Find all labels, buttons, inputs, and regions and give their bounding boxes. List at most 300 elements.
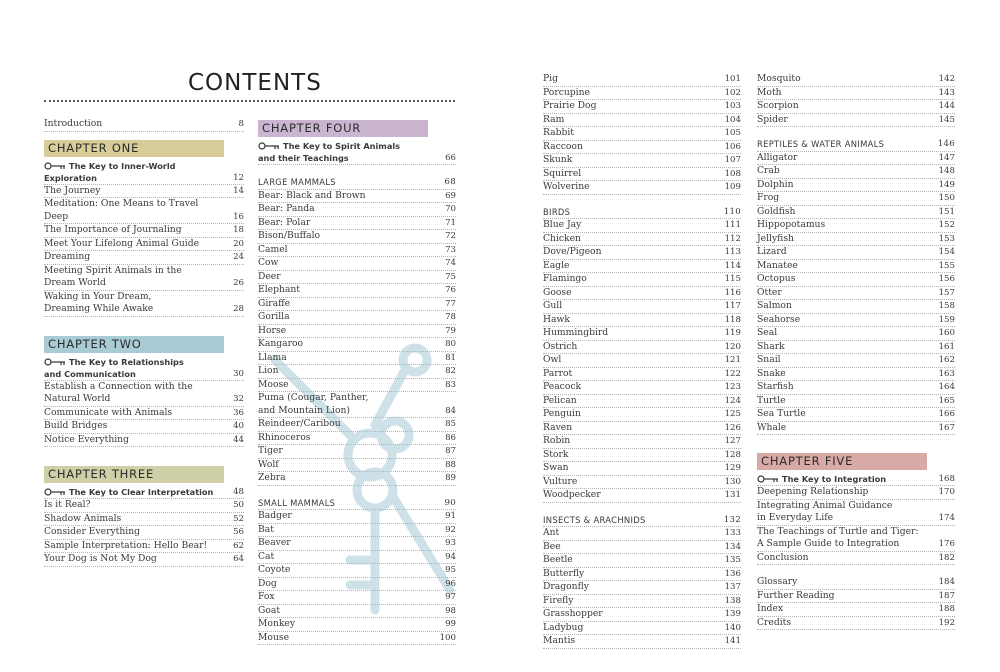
toc-entry-page: 133 (724, 528, 741, 538)
toc-entry[interactable] (543, 327, 741, 341)
toc-entry-label: Camel (258, 243, 288, 255)
toc-entry[interactable] (757, 73, 955, 87)
key-icon (258, 141, 280, 149)
toc-entry[interactable] (543, 581, 741, 595)
toc-entry[interactable] (543, 300, 741, 314)
large-mammals-list (258, 190, 456, 486)
toc-entry-label: Gull (543, 300, 563, 311)
toc-entry-page: 123 (724, 382, 741, 392)
toc-entry[interactable] (543, 246, 741, 260)
toc-entry-label: Mouse (258, 631, 290, 643)
toc-entry[interactable] (543, 260, 741, 274)
toc-entry-page: 149 (938, 179, 955, 190)
toc-entry-label: Grasshopper (543, 608, 603, 619)
toc-entry-page: 74 (445, 258, 456, 268)
toc-entry-label: Meeting Spirit Animals in the Dream World (44, 264, 182, 288)
toc-entry-label: Meet Your Lifelong Animal Guide (44, 237, 200, 249)
toc-entry-label: Notice Everything (44, 433, 129, 445)
chapter-one-list (44, 185, 244, 317)
toc-entry-page: 44 (233, 434, 244, 445)
toc-entry-page: 99 (445, 619, 456, 629)
toc-entry[interactable] (44, 381, 244, 407)
toc-entry-page: 122 (724, 368, 741, 379)
toc-entry-page: 76 (445, 285, 456, 295)
toc-entry[interactable] (543, 100, 741, 114)
toc-entry[interactable] (757, 260, 955, 274)
toc-entry[interactable] (757, 300, 955, 314)
toc-entry[interactable] (757, 87, 955, 101)
toc-entry[interactable] (258, 271, 456, 285)
chapter-four-key-title[interactable]: The Key to Spirit Animals and their Teachings 66 (258, 141, 456, 163)
toc-entry[interactable] (44, 407, 244, 421)
toc-entry-page: 134 (724, 541, 741, 552)
toc-entry[interactable] (543, 233, 741, 247)
toc-entry[interactable] (258, 537, 456, 551)
toc-entry[interactable] (543, 449, 741, 463)
toc-entry[interactable] (258, 445, 456, 459)
toc-entry-label: Owl (543, 354, 562, 365)
toc-entry-page: 118 (724, 314, 741, 325)
toc-entry-label: Goat (258, 604, 281, 616)
toc-entry-page: 108 (724, 168, 741, 179)
toc-entry-introduction[interactable]: Introduction 8 (44, 118, 244, 132)
key-icon (44, 161, 66, 169)
toc-entry[interactable] (543, 368, 741, 382)
toc-entry-label: Alligator (757, 151, 798, 163)
toc-entry-page: 164 (938, 382, 955, 392)
toc-entry-page: 161 (938, 341, 955, 352)
toc-entry[interactable] (258, 524, 456, 538)
toc-entry-page: 88 (445, 459, 456, 470)
toc-entry-label: Hawk (543, 313, 570, 325)
toc-entry[interactable] (44, 291, 244, 317)
toc-entry[interactable] (258, 564, 456, 578)
toc-entry-label: Credits (757, 616, 792, 628)
toc-entry[interactable] (543, 435, 741, 449)
toc-entry-page: 24 (233, 252, 244, 262)
insects-continued-list (757, 73, 955, 127)
toc-entry[interactable] (258, 510, 456, 524)
chapter-five-list (757, 486, 955, 565)
toc-entry[interactable] (44, 224, 244, 238)
toc-entry[interactable] (44, 251, 244, 265)
toc-entry-page: 26 (233, 278, 244, 288)
toc-entry[interactable] (757, 354, 955, 368)
toc-entry-label: Rhinoceros (258, 431, 311, 443)
toc-entry[interactable] (757, 395, 955, 409)
toc-entry[interactable] (258, 257, 456, 271)
toc-entry-label: Dragonfly (543, 581, 589, 592)
toc-entry-page: 126 (724, 422, 741, 433)
toc-entry[interactable] (757, 206, 955, 220)
toc-entry[interactable] (757, 165, 955, 179)
toc-entry-page: 40 (233, 421, 244, 431)
toc-entry[interactable] (258, 365, 456, 379)
toc-entry-page: 28 (233, 304, 244, 314)
toc-entry-label: Firefly (543, 594, 574, 606)
toc-entry-page: 150 (938, 193, 955, 203)
toc-entry[interactable] (757, 246, 955, 260)
toc-entry-page: 112 (724, 233, 741, 244)
toc-entry-label: Seahorse (757, 313, 801, 325)
toc-entry[interactable] (543, 341, 741, 355)
toc-entry-page: 148 (938, 166, 955, 176)
toc-entry[interactable] (543, 114, 741, 128)
toc-entry[interactable] (258, 379, 456, 393)
toc-entry-page: 131 (724, 490, 741, 500)
toc-entry[interactable] (757, 617, 955, 631)
toc-entry[interactable] (258, 325, 456, 339)
toc-entry[interactable] (757, 192, 955, 206)
toc-entry[interactable] (757, 368, 955, 382)
toc-entry[interactable] (258, 392, 456, 418)
chapter-five-key-title[interactable]: The Key to Integration 168 (757, 473, 955, 486)
toc-entry-label: Wolverine (543, 181, 590, 192)
toc-entry-label: Bee (543, 540, 561, 552)
insects-list (543, 527, 741, 649)
toc-entry[interactable] (543, 181, 741, 195)
chapter-three-banner[interactable]: CHAPTER THREE (44, 466, 224, 483)
toc-entry-label: Sea Turtle (757, 408, 806, 419)
toc-entry-label: Swan (543, 462, 569, 473)
toc-entry[interactable] (757, 381, 955, 395)
toc-entry[interactable] (543, 87, 741, 101)
toc-entry-page: 157 (938, 287, 955, 298)
toc-entry-page: 117 (724, 301, 741, 311)
toc-entry-page: 125 (724, 409, 741, 419)
toc-entry-page: 114 (724, 260, 741, 271)
toc-entry-page: 120 (724, 341, 741, 352)
toc-entry-page: 153 (938, 233, 955, 244)
toc-entry-page: 89 (445, 473, 456, 483)
toc-entry-page: 103 (724, 101, 741, 111)
toc-entry[interactable] (757, 179, 955, 193)
chapter-five-banner[interactable]: CHAPTER FIVE (757, 453, 927, 470)
chapter-two-banner[interactable]: CHAPTER TWO (44, 336, 224, 353)
toc-entry-page: 160 (938, 328, 955, 338)
toc-entry-label: Goldfish (757, 205, 796, 217)
toc-entry-label: Whale (757, 421, 787, 433)
toc-entry-page: 163 (938, 368, 955, 379)
toc-entry[interactable] (258, 618, 456, 632)
toc-entry-page: 156 (938, 274, 955, 284)
toc-entry[interactable] (543, 462, 741, 476)
toc-entry-label: Deepening Relationship (757, 486, 869, 497)
toc-entry[interactable] (543, 287, 741, 301)
toc-entry[interactable] (543, 273, 741, 287)
toc-entry-label: Build Bridges (44, 420, 108, 431)
toc-entry-page: 100 (439, 632, 456, 643)
toc-entry[interactable] (543, 422, 741, 436)
toc-entry-label: Dreaming (44, 251, 91, 262)
toc-entry-page: 72 (445, 231, 456, 241)
chapter-three-list (44, 499, 244, 567)
toc-entry[interactable] (258, 418, 456, 432)
toc-entry-page: 95 (445, 565, 456, 575)
toc-entry-label: Fox (258, 591, 275, 602)
toc-entry-label: Snake (757, 367, 786, 379)
toc-entry[interactable] (258, 217, 456, 231)
toc-entry[interactable] (543, 635, 741, 649)
toc-entry[interactable] (44, 513, 244, 527)
toc-entry[interactable] (543, 489, 741, 503)
toc-entry-page: 78 (445, 312, 456, 322)
toc-entry-label: Pelican (543, 394, 577, 406)
toc-entry[interactable] (258, 578, 456, 592)
toc-entry[interactable] (543, 127, 741, 141)
toc-entry[interactable] (543, 527, 741, 541)
toc-entry-page: 174 (938, 513, 955, 523)
toc-entry[interactable] (543, 622, 741, 636)
chapter-one-banner[interactable]: CHAPTER ONE (44, 140, 224, 157)
toc-entry[interactable] (258, 338, 456, 352)
toc-entry[interactable] (543, 568, 741, 582)
toc-entry[interactable] (543, 608, 741, 622)
toc-entry-label: Ram (543, 113, 565, 125)
toc-entry[interactable] (543, 314, 741, 328)
toc-entry-label: Communicate with Animals (44, 406, 173, 418)
section-birds[interactable]: BIRDS 110 (543, 206, 741, 220)
toc-entry[interactable] (757, 486, 955, 500)
toc-entry-page: 85 (445, 419, 456, 429)
toc-entry-label: Mosquito (757, 73, 801, 84)
toc-entry-label: Moth (757, 86, 782, 98)
toc-entry-page: 192 (938, 617, 955, 628)
toc-entry-label: Conclusion (757, 551, 809, 563)
toc-entry[interactable] (757, 590, 955, 604)
toc-entry-label: Salmon (757, 300, 792, 311)
toc-entry-page: 102 (724, 87, 741, 98)
toc-entry-page: 56 (233, 527, 244, 537)
toc-entry-page: 182 (938, 552, 955, 563)
toc-entry-label: Elephant (258, 284, 300, 295)
toc-entry[interactable] (757, 576, 955, 590)
toc-entry[interactable] (543, 219, 741, 233)
toc-entry-label: Frog (757, 192, 780, 203)
toc-entry-page: 129 (724, 463, 741, 473)
toc-entry-label: Gorilla (258, 311, 290, 322)
toc-entry[interactable] (757, 233, 955, 247)
toc-entry[interactable] (258, 605, 456, 619)
toc-entry[interactable] (44, 198, 244, 224)
toc-column-4 (757, 73, 955, 630)
toc-entry-label: Dolphin (757, 178, 794, 190)
toc-entry[interactable] (757, 152, 955, 166)
toc-entry[interactable] (44, 185, 244, 199)
toc-entry[interactable] (258, 459, 456, 473)
toc-entry-label: Mantis (543, 635, 576, 646)
toc-entry[interactable] (757, 273, 955, 287)
toc-entry[interactable] (258, 352, 456, 366)
toc-entry[interactable] (543, 408, 741, 422)
toc-entry-label: Badger (258, 510, 292, 521)
toc-entry[interactable] (543, 141, 741, 155)
toc-entry[interactable] (757, 287, 955, 301)
toc-entry-page: 154 (938, 247, 955, 257)
toc-entry[interactable] (757, 603, 955, 617)
toc-entry-label: Eagle (543, 259, 570, 271)
toc-entry-label: Shark (757, 340, 785, 352)
reptiles-list (757, 152, 955, 436)
toc-entry[interactable] (258, 472, 456, 486)
section-large-mammals[interactable]: LARGE MAMMALS 68 (258, 176, 456, 190)
toc-entry-label: Scorpion (757, 100, 799, 111)
toc-entry-page: 106 (724, 141, 741, 152)
chapter-two-key-title[interactable]: The Key to Relationships and Communication 30 (44, 356, 244, 379)
toc-entry[interactable] (44, 540, 244, 554)
chapter-four-banner[interactable]: CHAPTER FOUR (258, 120, 428, 137)
toc-entry[interactable] (757, 341, 955, 355)
toc-entry-label: Snail (757, 354, 781, 365)
section-insects[interactable]: INSECTS & ARACHNIDS 132 (543, 514, 741, 528)
toc-entry-label: Waking in Your Dream, Dreaming While Awake (44, 290, 154, 314)
toc-entry[interactable] (543, 354, 741, 368)
toc-entry-label: Pig (543, 73, 559, 84)
toc-entry-page: 165 (938, 395, 955, 406)
toc-entry-page: 86 (445, 432, 456, 443)
toc-entry[interactable] (258, 311, 456, 325)
toc-entry-label: Deer (258, 270, 281, 282)
toc-entry-label: Stork (543, 448, 569, 460)
toc-entry-page: 144 (938, 101, 955, 111)
toc-entry-label: Butterfly (543, 567, 585, 579)
toc-entry-page: 145 (938, 114, 955, 125)
toc-entry[interactable] (44, 553, 244, 567)
toc-entry-page: 79 (445, 325, 456, 336)
toc-entry-label: Bear: Polar (258, 216, 311, 228)
toc-entry-label: Bat (258, 523, 274, 535)
toc-entry-label: Cat (258, 550, 275, 562)
toc-entry[interactable] (258, 432, 456, 446)
toc-entry[interactable] (44, 265, 244, 291)
toc-entry[interactable] (757, 500, 955, 526)
toc-entry-label: Manatee (757, 259, 798, 271)
toc-entry[interactable] (543, 595, 741, 609)
toc-entry[interactable] (258, 591, 456, 605)
toc-entry[interactable] (757, 219, 955, 233)
toc-entry-page: 80 (445, 339, 456, 349)
toc-entry-label: The Teachings of Turtle and Tiger: A Sample Guide to Integration (757, 525, 919, 549)
toc-entry-label: Hippopotamus (757, 219, 826, 230)
toc-entry[interactable] (543, 554, 741, 568)
key-icon (757, 474, 779, 482)
toc-entry[interactable] (757, 114, 955, 128)
toc-entry-page: 188 (938, 604, 955, 614)
toc-entry-page: 130 (724, 476, 741, 487)
page-title: CONTENTS (188, 70, 322, 96)
toc-entry-page: 50 (233, 500, 244, 510)
toc-entry[interactable] (543, 168, 741, 182)
key-icon (44, 357, 66, 365)
toc-entry-page: 82 (445, 366, 456, 376)
toc-entry[interactable] (44, 238, 244, 252)
toc-entry-page: 167 (938, 422, 955, 433)
toc-entry-page: 137 (724, 582, 741, 592)
toc-entry[interactable] (258, 284, 456, 298)
toc-entry[interactable] (258, 298, 456, 312)
section-small-mammals[interactable]: SMALL MAMMALS 90 (258, 497, 456, 511)
toc-entry[interactable] (258, 632, 456, 646)
toc-entry-page: 127 (724, 436, 741, 446)
chapter-three-key-title[interactable]: The Key to Clear Interpretation 48 (44, 486, 244, 499)
toc-entry-page: 152 (938, 220, 955, 230)
toc-entry-label: Beaver (258, 537, 291, 548)
toc-entry-label: Integrating Animal Guidance in Everyday Life (757, 499, 893, 523)
toc-entry-page: 107 (724, 155, 741, 165)
toc-entry[interactable] (543, 154, 741, 168)
toc-entry-page: 170 (938, 487, 955, 497)
toc-entry[interactable] (258, 244, 456, 258)
toc-entry-label: Goose (543, 286, 572, 298)
toc-entry[interactable] (757, 314, 955, 328)
toc-entry[interactable] (757, 100, 955, 114)
chapter-two-list (44, 381, 244, 448)
toc-entry-page: 141 (724, 636, 741, 646)
toc-entry-label: Ostrich (543, 340, 578, 352)
toc-entry[interactable] (757, 422, 955, 436)
toc-entry[interactable] (258, 551, 456, 565)
birds-list (543, 219, 741, 503)
toc-entry-label: Monkey (258, 618, 296, 629)
toc-entry-page: 138 (724, 595, 741, 606)
toc-entry-page: 136 (724, 568, 741, 579)
toc-entry[interactable] (258, 203, 456, 217)
toc-entry[interactable] (44, 499, 244, 513)
toc-entry-label: Raven (543, 421, 573, 433)
toc-entry-label: Dove/Pigeon (543, 246, 602, 257)
toc-entry-label: Chicken (543, 232, 581, 244)
toc-entry[interactable] (44, 434, 244, 448)
toc-entry[interactable] (44, 526, 244, 540)
toc-entry-page: 101 (724, 74, 741, 84)
toc-entry[interactable] (757, 327, 955, 341)
toc-entry-label: Glossary (757, 576, 798, 587)
toc-entry[interactable] (757, 408, 955, 422)
toc-entry-label: Sample Interpretation: Hello Bear! (44, 539, 208, 551)
toc-entry-page: 135 (724, 555, 741, 565)
chapter-one-key-title[interactable]: The Key to Inner-World Exploration 12 (44, 160, 244, 183)
toc-entry-page: 93 (445, 538, 456, 548)
section-reptiles[interactable]: REPTILES & WATER ANIMALS 146 (757, 138, 955, 152)
toc-entry-page: 52 (233, 513, 244, 524)
toc-entry-page: 18 (233, 225, 244, 235)
toc-entry-label: The Journey (44, 184, 101, 196)
toc-entry-page: 69 (445, 190, 456, 201)
toc-entry-page: 176 (938, 539, 955, 549)
toc-entry-page: 87 (445, 446, 456, 456)
key-icon (44, 487, 66, 495)
toc-entry[interactable] (258, 190, 456, 204)
toc-entry[interactable] (44, 420, 244, 434)
toc-entry-page: 109 (724, 182, 741, 192)
toc-entry[interactable] (543, 381, 741, 395)
toc-entry-page: 143 (938, 87, 955, 98)
toc-entry[interactable] (543, 395, 741, 409)
toc-entry[interactable] (543, 541, 741, 555)
toc-entry[interactable] (757, 526, 955, 552)
toc-entry[interactable] (757, 552, 955, 566)
toc-entry-page: 73 (445, 244, 456, 255)
toc-entry[interactable] (543, 73, 741, 87)
toc-entry-label: Coyote (258, 564, 291, 575)
toc-column-3 (543, 73, 741, 649)
toc-entry[interactable] (258, 230, 456, 244)
toc-entry-label: Dog (258, 577, 277, 589)
toc-entry-label: Kangaroo (258, 338, 304, 349)
toc-entry-page: 111 (724, 220, 741, 230)
toc-entry[interactable] (543, 476, 741, 490)
toc-entry-label: Zebra (258, 472, 286, 483)
